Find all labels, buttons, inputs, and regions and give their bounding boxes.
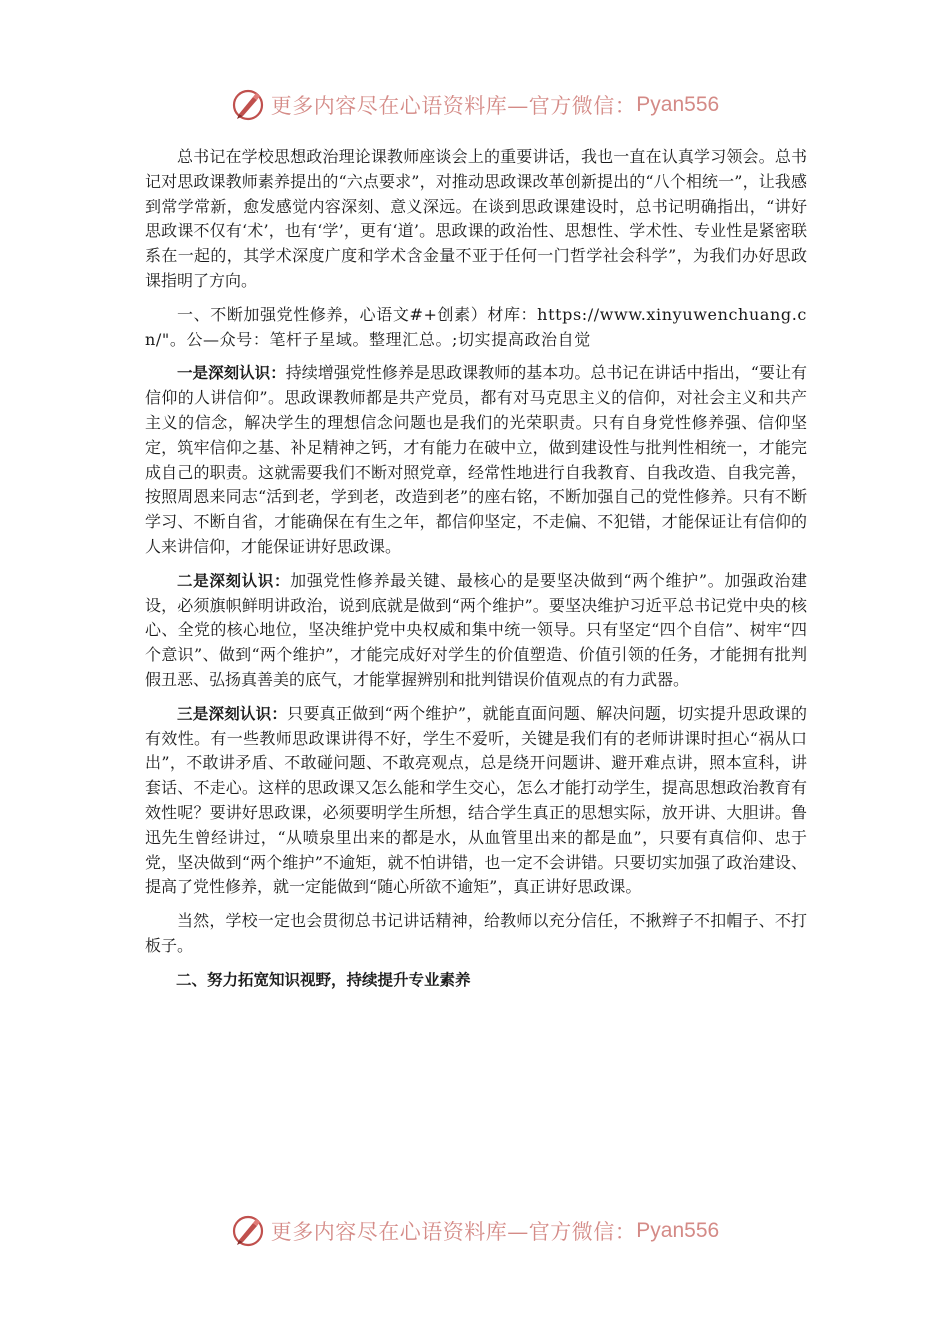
point-3-lead: 三是深刻认识：	[177, 704, 288, 723]
intro-paragraph: 总书记在学校思想政治理论课教师座谈会上的重要讲话，我也一直在认真学习领会。总书记对思政课教师素养提出的“六点要求”，对推动思政课改革创新提出的“八个相统一”，让我感到常学常新，愈发感觉内容深刻、意义深远。在谈到思政课建设时，总书记明确指出，“讲好思政课不仅有‘术’，也有‘学’，更有‘道’。思政课的政治性、思想性、学术性、专业性是紧密联系在一起的，其学术深度广度和学术含金量不亚于任何一门哲学社会科学”，为我们办好思政课指明了方向。	[145, 147, 807, 290]
point-1-text: 持续增强党性修养是思政课教师的基本功。总书记在讲话中指出，“要让有信仰的人讲信仰”。思政课教师都是共产党员，都有对马克思主义的信仰，对社会主义和共产主义的信念，解决学生的理想信念问题也是我们的光荣职责。只有自身党性修养强、信仰坚定，筑牢信仰之基、补足精神之钙，才有能力在破中立，做到建设性与批判性相统一，才能完成自己的职责。这就需要我们不断对照党章，经常性地进行自我教育、自我改造、自我完善，按照周恩来同志“活到老，学到老，改造到老”的座右铭，不断加强自己的党性修养。只有不断学习、不断自省，才能确保在有生之年，都信仰坚定，不走偏、不犯错，才能保证让有信仰的人来讲信仰，才能保证讲好思政课。	[145, 363, 807, 556]
pen-logo-icon	[231, 1214, 265, 1248]
point-2-text: 加强党性修养最关键、最核心的是要坚决做到“两个维护”。加强政治建设，必须旗帜鲜明讲政治，说到底就是做到“两个维护”。要坚决维护习近平总书记党中央的核心、全党的核心地位，坚决维护党中央权威和集中统一领导。只有坚定“四个自信”、树牢“四个意识”、做到“两个维护”，才能完成好对学生的价值塑造、价值引领的任务，才能拥有批判假丑恶、弘扬真善美的底气，才能掌握辨别和批判错误价值观点的有力武器。	[145, 570, 807, 689]
section-heading-1: 一、不断加强党性修养，心语文#+创素）材库：https://www.xinyuwenchuang.cn/"。公—众号：笔杆子星域。整理汇总。;切实提高政治自觉	[145, 304, 807, 349]
point-2-lead: 二是深刻认识：	[177, 571, 291, 590]
point-1-lead: 一是深刻认识：	[177, 364, 286, 383]
point-3-paragraph	[145, 702, 807, 900]
point-2-paragraph	[145, 569, 807, 693]
header-banner	[0, 85, 950, 125]
pen-logo-icon	[231, 88, 265, 122]
footer-banner	[0, 1211, 950, 1251]
banner-text: 更多内容尽在心语资料库—官方微信：	[270, 1220, 637, 1244]
point-3-text: 只要真正做到“两个维护”，就能直面问题、解决问题，切实提升思政课的有效性。有一些教师思政课讲得不好，学生不爱听，关键是我们有的老师讲课时担心“祸从口出”，不敢讲矛盾、不敢碰问题、不敢亮观点，总是绕开问题讲、避开难点讲，照本宣科，讲套话、不走心。这样的思政课又怎么能和学生交心，怎么才能打动学生，提高思想政治教育有效性呢？要讲好思政课，必须要明学生所想，结合学生真正的思想实际，放开讲、大胆讲。鲁迅先生曾经讲过，“从喷泉里出来的都是水，从血管里出来的都是血”，只要有真信仰、忠于党，坚决做到“两个维护”不逾矩，就不怕讲错，也一定不会讲错。只要切实加强了政治建设、提高了党性修养，就一定能做到“随心所欲不逾矩”，真正讲好思政课。	[145, 703, 807, 897]
document-body	[145, 145, 807, 1002]
point-1-paragraph	[145, 361, 807, 559]
section-heading-2: 二、努力拓宽知识视野，持续提升专业素养	[176, 970, 471, 989]
closing-paragraph: 当然，学校一定也会贯彻总书记讲话精神，给教师以充分信任，不揪辫子不扣帽子、不打板子。	[145, 911, 807, 955]
banner-text: 更多内容尽在心语资料库—官方微信：	[270, 94, 637, 118]
banner-wechat-id: Pyan556	[636, 93, 720, 116]
banner-wechat-id: Pyan556	[636, 1219, 720, 1242]
